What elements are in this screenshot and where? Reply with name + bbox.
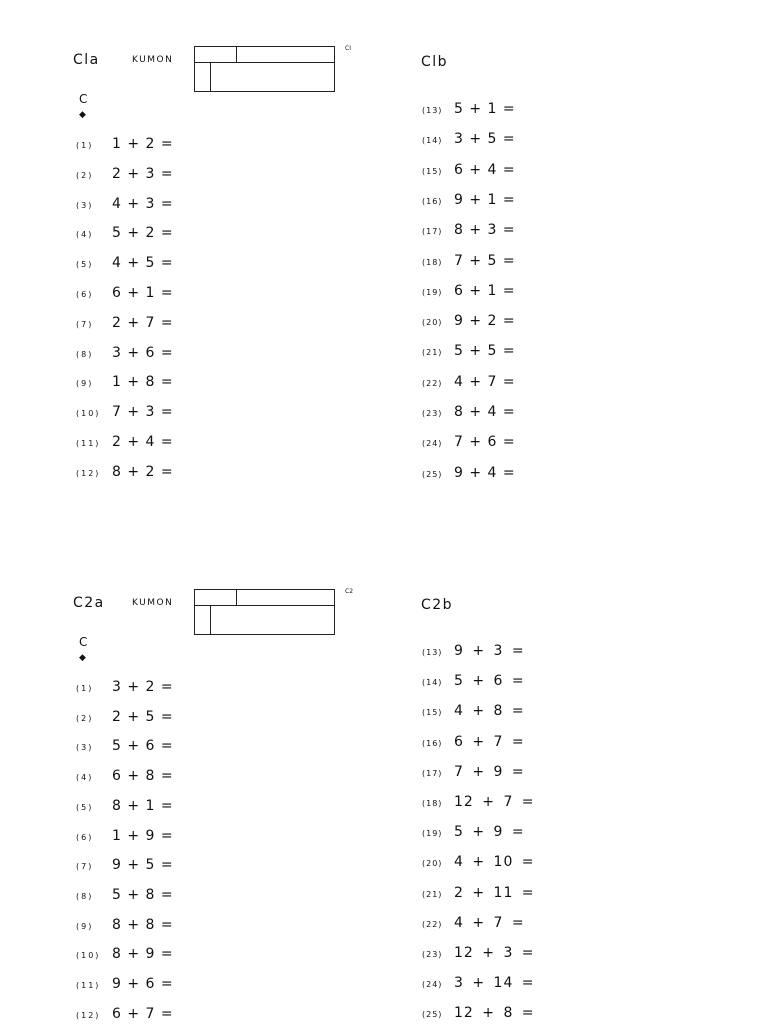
problem-equation: 8 + 3 =: [454, 222, 516, 239]
problem-number: (4): [76, 773, 94, 783]
problem-equation: 9 + 3 =: [454, 643, 525, 659]
problem-equation: 1 + 8 =: [112, 374, 174, 391]
problem-equation: 3 + 5 =: [454, 131, 516, 148]
problem-row: [422, 283, 516, 299]
problem-number: (1): [76, 141, 94, 150]
problem-number: (17): [422, 768, 443, 778]
problem-row: [76, 946, 174, 962]
level-letter: C: [79, 635, 88, 649]
diamond-marker: ◆: [79, 110, 86, 120]
problem-row: [422, 162, 516, 178]
problem-number: (16): [422, 196, 443, 206]
problem-number: (3): [76, 743, 94, 753]
problem-equation: 8 + 4 =: [454, 404, 516, 420]
problem-equation: 2 + 3 =: [112, 165, 174, 182]
problem-equation: 3 + 14 =: [454, 975, 535, 992]
problem-equation: 2 + 5 =: [112, 708, 174, 725]
problem-equation: 4 + 7 =: [454, 914, 525, 931]
problem-equation: 8 + 9 =: [112, 946, 174, 963]
box-divider: [236, 589, 237, 606]
problem-row: [76, 976, 174, 992]
problem-equation: 5 + 6 =: [454, 673, 525, 690]
problem-row: [76, 196, 174, 212]
name-date-box: [194, 46, 335, 92]
problem-number: (18): [422, 257, 443, 267]
box-divider: [236, 46, 237, 63]
problem-row: [422, 313, 516, 329]
problem-number: (10): [76, 951, 101, 961]
problem-row: [422, 915, 524, 931]
problem-number: (15): [422, 708, 443, 718]
problem-number: (15): [422, 166, 443, 176]
problem-number: (19): [422, 287, 443, 297]
problem-equation: 8 + 8 =: [112, 916, 174, 933]
level-letter: C: [79, 92, 88, 106]
problem-equation: 4 + 5 =: [112, 255, 174, 272]
problem-equation: 2 + 11 =: [454, 884, 535, 901]
problem-equation: 2 + 7 =: [112, 314, 174, 331]
problem-equation: 7 + 9 =: [454, 763, 525, 780]
problem-row: [422, 404, 516, 420]
problem-equation: 5 + 6 =: [112, 738, 174, 755]
kumon-logo: KUMON: [132, 55, 174, 65]
problem-equation: 5 + 8 =: [112, 886, 174, 903]
problem-equation: 4 + 7 =: [454, 373, 516, 390]
problem-number: (8): [76, 349, 94, 359]
problem-row: [422, 192, 516, 208]
problem-equation: 6 + 7 =: [454, 733, 525, 750]
problem-equation: 6 + 1 =: [112, 285, 174, 301]
problem-equation: 12 + 8 =: [454, 1005, 535, 1022]
problem-row: [422, 884, 535, 901]
box-divider: [194, 62, 334, 63]
problem-row: [76, 225, 174, 241]
problem-number: (20): [422, 859, 443, 869]
problem-row: [422, 975, 535, 992]
problem-row: [422, 465, 516, 481]
problem-row: [76, 166, 174, 182]
problem-equation: 6 + 4 =: [454, 161, 516, 178]
problem-row: [76, 374, 174, 390]
problem-number: (21): [422, 889, 443, 899]
problem-number: (9): [76, 921, 94, 931]
problem-row: [76, 255, 174, 271]
problem-number: (5): [76, 802, 94, 812]
problem-row: [422, 794, 535, 810]
problem-number: (2): [76, 170, 94, 180]
diamond-marker: ◆: [79, 653, 86, 663]
problem-number: (14): [422, 136, 443, 146]
problem-equation: 12 + 7 =: [454, 794, 535, 810]
problem-row: [76, 798, 174, 814]
kumon-logo: KUMON: [132, 598, 174, 608]
problem-equation: 3 + 6 =: [112, 344, 174, 361]
problem-equation: 9 + 1 =: [454, 191, 516, 208]
problem-equation: 4 + 8 =: [454, 703, 525, 720]
sheet-c2-b-title: C2b: [421, 597, 454, 613]
problem-row: [76, 285, 174, 301]
problem-row: [76, 136, 174, 152]
problem-row: [76, 828, 174, 844]
problem-number: (16): [422, 738, 443, 748]
problem-number: (22): [422, 919, 443, 929]
problem-equation: 9 + 6 =: [112, 976, 174, 992]
box-divider: [210, 605, 211, 634]
problem-number: (6): [76, 832, 94, 842]
problem-number: (3): [76, 200, 94, 210]
problem-number: (2): [76, 713, 94, 723]
problem-number: (1): [76, 684, 94, 693]
problem-row: [422, 222, 516, 238]
sheet-c1-a-title: Cla: [73, 52, 100, 68]
problem-equation: 1 + 2 =: [112, 136, 174, 152]
problem-number: (4): [76, 230, 94, 240]
problem-row: [422, 945, 535, 961]
problem-row: [422, 764, 524, 780]
problem-number: (8): [76, 891, 94, 901]
problem-number: (19): [422, 829, 443, 839]
problem-equation: 7 + 5 =: [454, 252, 516, 269]
problem-row: [422, 1005, 535, 1022]
sheet-corner-label: CI: [345, 45, 351, 52]
problem-equation: 5 + 9 =: [454, 824, 525, 841]
problem-equation: 6 + 8 =: [112, 768, 174, 785]
problem-number: (23): [422, 409, 443, 418]
problem-number: (13): [422, 648, 443, 657]
problem-equation: 9 + 2 =: [454, 313, 516, 330]
problem-row: [76, 857, 174, 873]
problem-row: [76, 709, 174, 725]
problem-equation: 8 + 1 =: [112, 797, 174, 814]
problem-number: (20): [422, 318, 443, 328]
problem-equation: 8 + 2 =: [112, 463, 174, 480]
problem-number: (11): [76, 981, 101, 990]
problem-equation: 3 + 2 =: [112, 679, 174, 695]
problem-equation: 6 + 7 =: [112, 1005, 174, 1022]
problem-number: (6): [76, 290, 94, 299]
problem-number: (7): [76, 862, 94, 872]
problem-row: [422, 101, 516, 117]
sheet-corner-label: C2: [345, 588, 354, 595]
problem-equation: 12 + 3 =: [454, 945, 535, 961]
box-divider: [194, 605, 334, 606]
problem-equation: 5 + 1 =: [454, 101, 516, 117]
problem-row: [422, 253, 516, 269]
problem-number: (24): [422, 980, 443, 990]
sheet-c2-a-title: C2a: [73, 595, 105, 611]
problem-row: [422, 131, 516, 147]
problem-row: [422, 854, 535, 871]
problem-number: (17): [422, 227, 443, 237]
problem-row: [422, 824, 524, 840]
problem-row: [76, 464, 174, 480]
problem-equation: 5 + 5 =: [454, 343, 516, 360]
problem-number: (25): [422, 1010, 443, 1020]
problem-number: (7): [76, 319, 94, 329]
problem-number: (14): [422, 678, 443, 688]
problem-row: [422, 734, 524, 750]
problem-equation: 9 + 5 =: [112, 857, 174, 874]
problem-row: [76, 887, 174, 903]
problem-number: (11): [76, 439, 101, 448]
problem-equation: 4 + 10 =: [454, 854, 535, 871]
box-divider: [210, 62, 211, 91]
sheet-c1-b-title: Clb: [421, 54, 449, 70]
problem-number: (10): [76, 409, 101, 419]
problem-number: (24): [422, 439, 443, 449]
problem-row: [76, 315, 174, 331]
problem-equation: 9 + 4 =: [454, 464, 516, 481]
name-date-box: [194, 589, 335, 635]
problem-equation: 7 + 3 =: [112, 404, 174, 421]
problem-row: [422, 673, 524, 689]
problem-equation: 6 + 1 =: [454, 282, 516, 299]
problem-row: [76, 434, 174, 450]
problem-number: (12): [76, 1010, 101, 1020]
problem-row: [422, 643, 524, 659]
problem-number: (5): [76, 260, 94, 270]
problem-row: [422, 703, 524, 719]
problem-number: (23): [422, 950, 443, 959]
problem-row: [422, 343, 516, 359]
problem-row: [76, 345, 174, 361]
problem-equation: 7 + 6 =: [454, 434, 516, 451]
problem-number: (25): [422, 469, 443, 479]
problem-row: [422, 374, 516, 390]
problem-row: [76, 768, 174, 784]
problem-row: [422, 434, 516, 450]
problem-number: (9): [76, 379, 94, 389]
problem-equation: 2 + 4 =: [112, 434, 174, 450]
problem-equation: 4 + 3 =: [112, 195, 174, 212]
problem-number: (21): [422, 348, 443, 358]
problem-number: (18): [422, 799, 443, 808]
problem-number: (22): [422, 378, 443, 388]
problem-row: [76, 917, 174, 933]
problem-number: (13): [422, 106, 443, 115]
problem-equation: 1 + 9 =: [112, 827, 174, 844]
problem-row: [76, 404, 174, 420]
problem-number: (12): [76, 468, 101, 478]
problem-row: [76, 679, 174, 695]
problem-equation: 5 + 2 =: [112, 225, 174, 242]
problem-row: [76, 738, 174, 754]
problem-row: [76, 1006, 174, 1022]
